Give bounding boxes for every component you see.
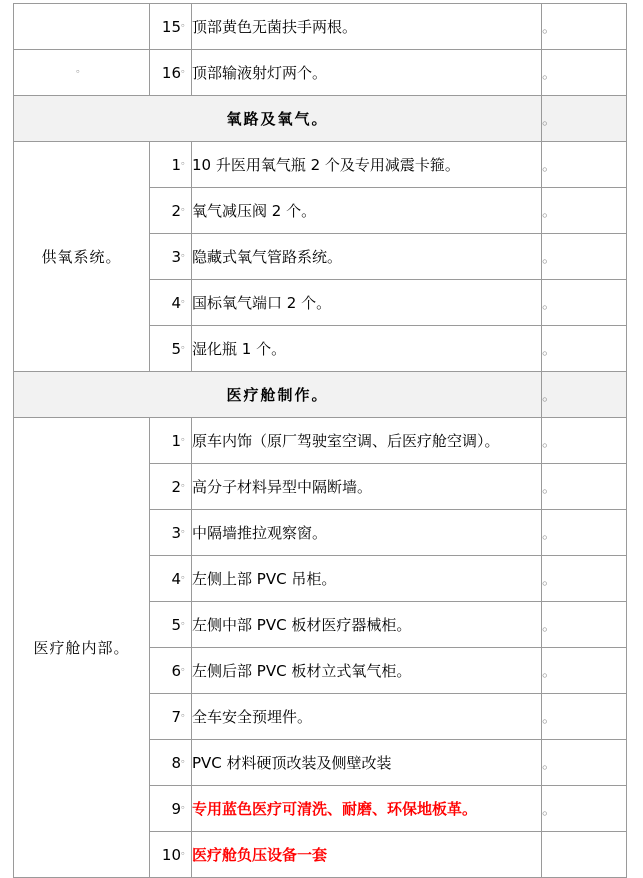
item-description-cell: 左侧中部 PVC 板材医疗器械柜。 — [192, 602, 542, 648]
item-number: 7 — [171, 707, 181, 726]
item-number: 1 — [171, 155, 181, 174]
remark-cell: 。 — [542, 142, 627, 188]
item-description-cell: 顶部黄色无菌扶手两根。 — [192, 4, 542, 50]
table-row — [14, 4, 627, 50]
item-number-cell — [150, 602, 192, 648]
item-description-cell: 10 升医用氧气瓶 2 个及专用减震卡箍。 — [192, 142, 542, 188]
section-title: 氧路及氧气。 — [14, 96, 542, 142]
item-description-cell: 左侧上部 PVC 吊柜。 — [192, 556, 542, 602]
remark-cell: 。 — [542, 418, 627, 464]
remark-cell: 。 — [542, 510, 627, 556]
item-description-cell: 全车安全预埋件。 — [192, 694, 542, 740]
item-number-cell — [150, 142, 192, 188]
item-number-cell — [150, 648, 192, 694]
item-number-cell — [150, 50, 192, 96]
item-description-cell: 左侧后部 PVC 板材立式氧气柜。 — [192, 648, 542, 694]
item-number-cell — [150, 4, 192, 50]
remark-cell: 。 — [542, 4, 627, 50]
category-cell-cabin-interior: 医疗舱内部。 — [14, 418, 150, 878]
item-number: 10 — [161, 845, 181, 864]
item-number-cell — [150, 326, 192, 372]
table-row — [14, 50, 627, 96]
item-description-cell: 专用蓝色医疗可清洗、耐磨、环保地板革。 — [192, 786, 542, 832]
remark-cell: 。 — [542, 740, 627, 786]
specification-table — [13, 3, 627, 878]
table-row — [14, 142, 627, 188]
category-cell-oxygen-system: 供氧系统。 — [14, 142, 150, 372]
remark-cell: 。 — [542, 648, 627, 694]
item-number-cell — [150, 786, 192, 832]
item-number-cell — [150, 280, 192, 326]
number-mark: 。 — [181, 707, 191, 719]
item-number: 2 — [171, 477, 181, 496]
item-number-cell — [150, 694, 192, 740]
number-mark: 。 — [181, 155, 191, 167]
category-mark: 。 — [76, 63, 87, 75]
item-description-cell: 国标氧气端口 2 个。 — [192, 280, 542, 326]
item-number: 9 — [171, 799, 181, 818]
item-number: 3 — [171, 247, 181, 266]
category-cell — [14, 50, 150, 96]
remark-cell: 。 — [542, 234, 627, 280]
number-mark: 。 — [181, 569, 191, 581]
item-number: 8 — [171, 753, 181, 772]
number-mark: 。 — [181, 247, 191, 259]
item-number: 4 — [171, 293, 181, 312]
table-row — [14, 418, 627, 464]
number-mark: 。 — [181, 293, 191, 305]
item-number: 1 — [171, 431, 181, 450]
item-description-cell: 中隔墙推拉观察窗。 — [192, 510, 542, 556]
number-mark: 。 — [181, 799, 191, 811]
item-description-cell: 顶部输液射灯两个。 — [192, 50, 542, 96]
item-number: 16 — [161, 63, 181, 82]
remark-cell: 。 — [542, 464, 627, 510]
item-number-cell — [150, 556, 192, 602]
item-description-cell: 隐藏式氧气管路系统。 — [192, 234, 542, 280]
section-remark-cell: 。 — [542, 372, 627, 418]
item-description-cell: 湿化瓶 1 个。 — [192, 326, 542, 372]
remark-cell: 。 — [542, 50, 627, 96]
remark-cell: 。 — [542, 694, 627, 740]
remark-cell — [542, 832, 627, 878]
section-header-row — [14, 372, 627, 418]
item-number: 2 — [171, 201, 181, 220]
number-mark: 。 — [181, 17, 191, 29]
item-number-cell — [150, 832, 192, 878]
number-mark: 。 — [181, 201, 191, 213]
number-mark: 。 — [181, 523, 191, 535]
section-remark-cell: 。 — [542, 96, 627, 142]
item-number: 15 — [161, 17, 181, 36]
number-mark: 。 — [181, 753, 191, 765]
item-number-cell — [150, 418, 192, 464]
item-number-cell — [150, 234, 192, 280]
item-number-cell — [150, 464, 192, 510]
section-title: 医疗舱制作。 — [14, 372, 542, 418]
remark-cell: 。 — [542, 326, 627, 372]
number-mark: 。 — [181, 63, 191, 75]
item-number: 3 — [171, 523, 181, 542]
remark-cell: 。 — [542, 280, 627, 326]
item-number-cell — [150, 188, 192, 234]
remark-cell: 。 — [542, 602, 627, 648]
number-mark: 。 — [181, 845, 191, 857]
number-mark: 。 — [181, 661, 191, 673]
remark-cell: 。 — [542, 556, 627, 602]
section-header-row — [14, 96, 627, 142]
document-page — [0, 3, 643, 864]
item-description-cell: PVC 材料硬顶改装及侧壁改装 — [192, 740, 542, 786]
remark-cell: 。 — [542, 786, 627, 832]
item-number: 4 — [171, 569, 181, 588]
number-mark: 。 — [181, 339, 191, 351]
item-number: 5 — [171, 339, 181, 358]
number-mark: 。 — [181, 431, 191, 443]
remark-cell: 。 — [542, 188, 627, 234]
item-description-cell: 高分子材料异型中隔断墙。 — [192, 464, 542, 510]
item-description-cell: 氧气减压阀 2 个。 — [192, 188, 542, 234]
item-number: 6 — [171, 661, 181, 680]
item-description-cell: 原车内饰（原厂驾驶室空调、后医疗舱空调）。 — [192, 418, 542, 464]
item-description-cell: 医疗舱负压设备一套 — [192, 832, 542, 878]
item-number-cell — [150, 510, 192, 556]
category-cell — [14, 4, 150, 50]
item-number: 5 — [171, 615, 181, 634]
number-mark: 。 — [181, 615, 191, 627]
item-number-cell — [150, 740, 192, 786]
number-mark: 。 — [181, 477, 191, 489]
